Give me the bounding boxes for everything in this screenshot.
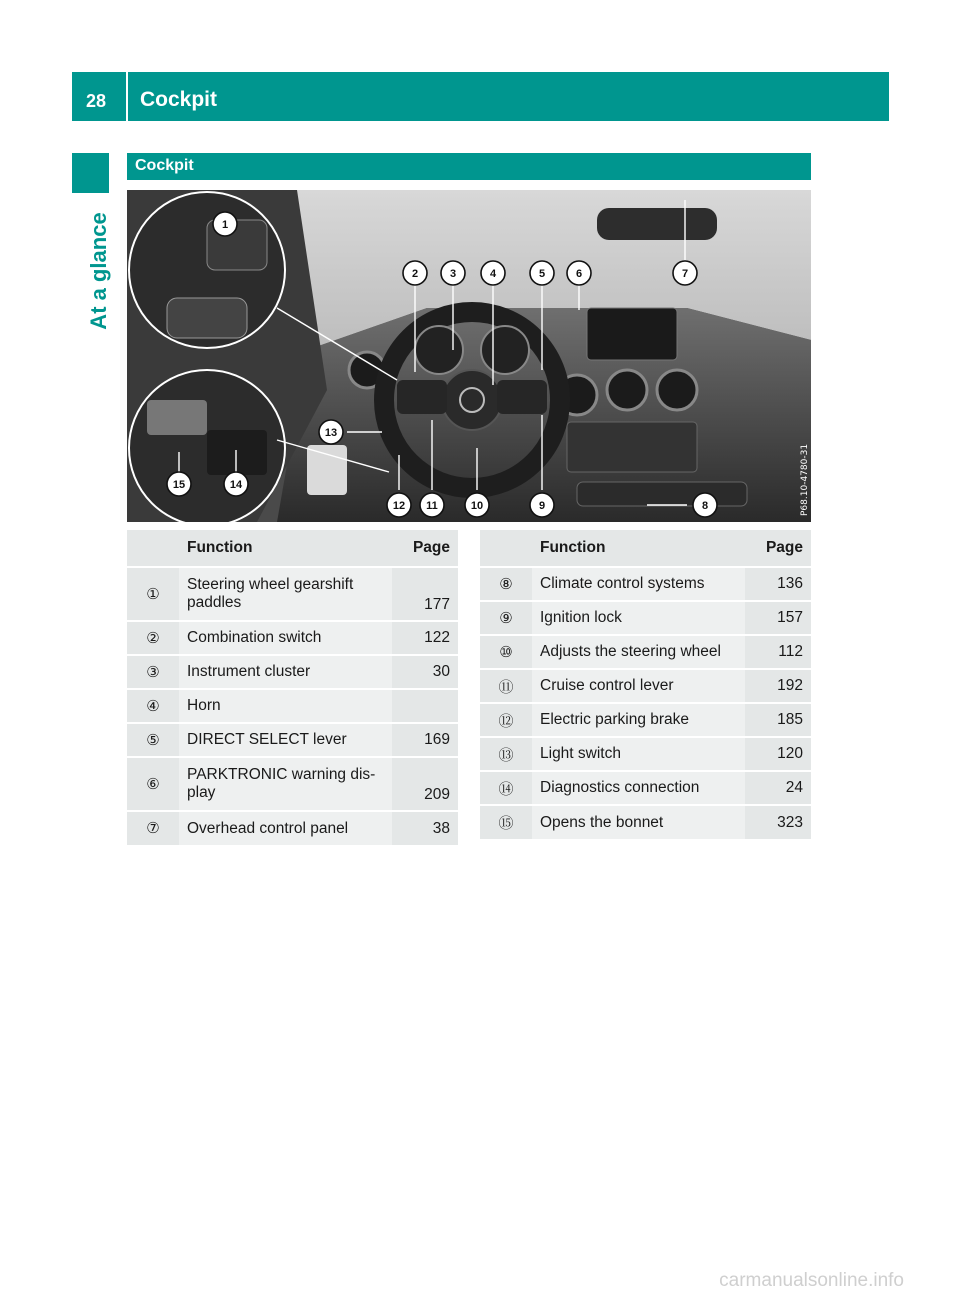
page-ref[interactable]: 38 — [432, 819, 450, 837]
function-label: Light switch — [540, 745, 621, 762]
item-number: ① — [146, 584, 160, 603]
item-number: ⑨ — [499, 608, 513, 627]
function-label: Adjusts the steering wheel — [540, 643, 721, 660]
table-row — [480, 805, 811, 839]
page-ref[interactable]: 169 — [424, 731, 450, 748]
cockpit-illustration — [127, 190, 811, 522]
item-number: ⑧ — [499, 574, 513, 593]
function-label: Horn — [187, 697, 221, 714]
page-title: Cockpit — [140, 88, 218, 111]
function-label: Instrument cluster — [187, 663, 311, 680]
callout-10 — [465, 493, 489, 517]
callout-3 — [441, 261, 465, 285]
svg-text:7: 7 — [681, 268, 689, 280]
callout-5 — [530, 261, 554, 285]
callout-11 — [420, 493, 444, 517]
function-table-right — [480, 530, 811, 839]
callout-13 — [319, 420, 343, 444]
svg-text:15: 15 — [172, 479, 186, 491]
page-ref[interactable]: 157 — [777, 609, 803, 626]
page-ref[interactable]: 122 — [424, 629, 450, 646]
page-ref[interactable]: 136 — [777, 575, 803, 592]
table-row — [480, 601, 811, 635]
chapter-tab — [72, 196, 126, 346]
page-ref[interactable]: 24 — [785, 779, 803, 796]
callout-12 — [387, 493, 411, 517]
table-row — [127, 757, 458, 811]
callout-4 — [481, 261, 505, 285]
header-function: Function — [532, 530, 745, 567]
item-number: ③ — [146, 662, 160, 681]
photo-code: P68.10-4780-31 — [800, 443, 810, 516]
item-number: ⑩ — [499, 642, 513, 661]
page-ref[interactable]: 323 — [777, 813, 803, 831]
function-label: Opens the bonnet — [540, 813, 664, 831]
function-label: PARKTRONIC warning dis-play — [187, 766, 376, 801]
function-table-left — [127, 530, 458, 845]
callout-14 — [224, 472, 248, 496]
callout-9 — [530, 493, 554, 517]
function-label: Climate control systems — [540, 575, 705, 592]
table-row — [480, 771, 811, 805]
cockpit-photo — [127, 190, 811, 522]
callout-2 — [403, 261, 427, 285]
table-header — [127, 530, 458, 567]
table-row — [127, 723, 458, 757]
page-ref[interactable]: 120 — [777, 745, 803, 762]
table-row — [127, 689, 458, 723]
table-header — [480, 530, 811, 567]
function-label: Steering wheel gearshift paddles — [187, 576, 354, 611]
page-ref[interactable]: 177 — [424, 596, 450, 613]
callout-7 — [673, 261, 697, 285]
svg-text:1: 1 — [221, 219, 229, 231]
page-ref[interactable]: 192 — [777, 677, 803, 694]
svg-text:6: 6 — [575, 268, 583, 280]
function-label: Diagnostics connection — [540, 779, 700, 796]
header-divider — [126, 72, 128, 121]
chapter-tab-label: At a glance — [86, 212, 111, 330]
item-number: ④ — [146, 696, 160, 715]
table-row — [480, 567, 811, 601]
svg-text:4: 4 — [489, 268, 497, 280]
callout-8 — [693, 493, 717, 517]
page-ref[interactable]: 30 — [432, 663, 450, 680]
svg-text:5: 5 — [538, 268, 546, 280]
svg-text:14: 14 — [229, 479, 243, 491]
page-ref[interactable]: 209 — [424, 786, 450, 803]
page-number: 28 — [86, 91, 107, 111]
header-page: Page — [745, 530, 811, 567]
svg-text:11: 11 — [426, 500, 438, 512]
svg-text:12: 12 — [392, 500, 406, 512]
header-page: Page — [392, 530, 458, 567]
svg-text:2: 2 — [411, 268, 419, 280]
item-number: ⑦ — [146, 819, 160, 837]
item-number: ⑭ — [498, 779, 514, 798]
callout-6 — [567, 261, 591, 285]
svg-text:13: 13 — [324, 427, 338, 439]
item-number: ⑤ — [146, 730, 160, 749]
svg-text:9: 9 — [538, 500, 546, 512]
function-label: Combination switch — [187, 629, 322, 646]
item-number: ⑮ — [498, 814, 514, 832]
item-number: ⑪ — [498, 677, 514, 696]
svg-text:8: 8 — [701, 500, 709, 512]
function-label: Cruise control lever — [540, 677, 674, 694]
item-number: ⑥ — [146, 774, 160, 793]
table-row — [480, 703, 811, 737]
table-row — [127, 655, 458, 689]
section-bar — [127, 153, 811, 180]
table-row — [480, 737, 811, 771]
svg-text:3: 3 — [449, 268, 457, 280]
callout-15 — [167, 472, 191, 496]
page-ref[interactable]: 185 — [777, 711, 803, 728]
function-label: Ignition lock — [540, 609, 622, 626]
item-number: ② — [146, 628, 160, 647]
footer-watermark: carmanualsonline.info — [719, 1270, 904, 1291]
table-row — [127, 567, 458, 621]
section-title: Cockpit — [135, 157, 194, 174]
table-row — [480, 635, 811, 669]
side-marker — [72, 153, 109, 193]
function-label: DIRECT SELECT lever — [187, 731, 347, 748]
header-function: Function — [179, 530, 392, 567]
function-label: Electric parking brake — [540, 711, 690, 728]
table-row — [480, 669, 811, 703]
callout-1 — [213, 212, 237, 236]
function-label: Overhead control panel — [187, 819, 349, 837]
page-ref[interactable]: 112 — [778, 643, 803, 660]
item-number: ⑫ — [498, 711, 514, 730]
svg-text:10: 10 — [470, 500, 484, 512]
table-row — [127, 811, 458, 845]
item-number: ⑬ — [498, 745, 514, 764]
table-row — [127, 621, 458, 655]
